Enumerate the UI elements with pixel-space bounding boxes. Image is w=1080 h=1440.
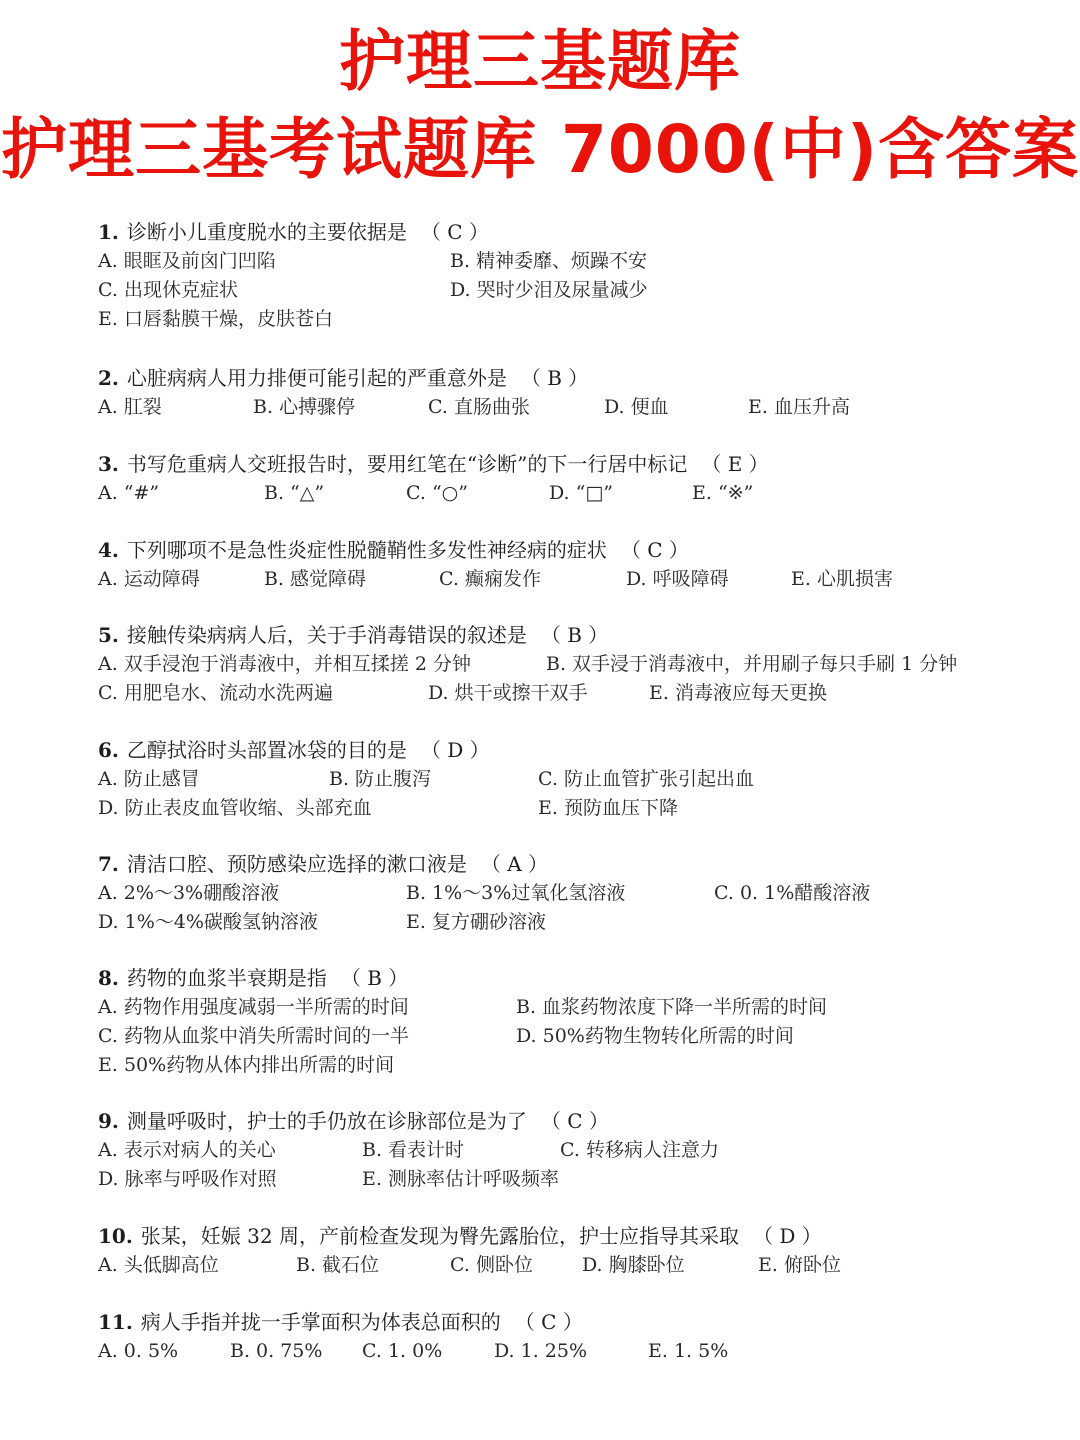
question-number: 6. bbox=[98, 738, 119, 762]
answer-key: （ C ） bbox=[514, 1310, 583, 1334]
option-b: B. 精神委靡、烦躁不安 bbox=[450, 250, 648, 272]
question-3 bbox=[98, 450, 1038, 508]
question-11 bbox=[98, 1308, 1038, 1366]
option-b: B. 血浆药物浓度下降一半所需的时间 bbox=[516, 996, 828, 1018]
answer-key: （ B ） bbox=[540, 623, 609, 647]
question-stem bbox=[98, 1308, 1038, 1337]
question-4 bbox=[98, 536, 1038, 594]
option-e: E. “※” bbox=[692, 482, 754, 504]
question-text: 张某，妊娠 32 周，产前检查发现为臀先露胎位，护士应指导其采取 bbox=[140, 1224, 739, 1248]
question-9 bbox=[98, 1107, 1038, 1194]
question-stem bbox=[98, 218, 1038, 247]
option-c: C. 防止血管扩张引起出血 bbox=[538, 768, 754, 790]
question-number: 9. bbox=[98, 1109, 119, 1133]
question-number: 1. bbox=[98, 220, 119, 244]
option-a: A. 药物作用强度减弱一半所需的时间 bbox=[98, 996, 409, 1018]
option-b: B. 心搏骤停 bbox=[253, 396, 356, 418]
option-a: A. 防止感冒 bbox=[98, 768, 200, 790]
option-row bbox=[98, 1022, 1038, 1051]
question-stem bbox=[98, 364, 1038, 393]
question-text: 心脏病病人用力排便可能引起的严重意外是 bbox=[126, 366, 507, 390]
answer-key: （ C ） bbox=[620, 538, 689, 562]
option-row bbox=[98, 565, 1038, 594]
option-e: E. 血压升高 bbox=[748, 396, 850, 418]
answer-key: （ C ） bbox=[420, 220, 489, 244]
answer-key: （ D ） bbox=[420, 738, 490, 762]
question-7 bbox=[98, 850, 1038, 937]
question-6 bbox=[98, 736, 1038, 823]
option-d: D. 防止表皮血管收缩、头部充血 bbox=[98, 797, 372, 819]
question-stem bbox=[98, 621, 1038, 650]
option-e: E. 复方硼砂溶液 bbox=[406, 911, 546, 933]
question-8 bbox=[98, 964, 1038, 1080]
option-c: C. 药物从血浆中消失所需时间的一半 bbox=[98, 1025, 409, 1047]
answer-key: （ C ） bbox=[540, 1109, 609, 1133]
question-stem bbox=[98, 850, 1038, 879]
option-c: C. 出现休克症状 bbox=[98, 279, 238, 301]
answer-key: （ B ） bbox=[340, 966, 409, 990]
option-row bbox=[98, 879, 1038, 908]
option-c: C. 0. 1%醋酸溶液 bbox=[714, 882, 871, 904]
question-stem bbox=[98, 1107, 1038, 1136]
option-d: D. 烘干或擦干双手 bbox=[428, 682, 588, 704]
question-text: 清洁口腔、预防感染应选择的漱口液是 bbox=[126, 852, 467, 876]
answer-key: （ D ） bbox=[752, 1224, 822, 1248]
option-a: A. 双手浸泡于消毒液中，并相互揉搓 2 分钟 bbox=[98, 653, 471, 675]
answer-key: （ A ） bbox=[480, 852, 549, 876]
option-d: D. 1. 25% bbox=[494, 1340, 588, 1362]
option-b: B. 截石位 bbox=[296, 1254, 380, 1276]
question-text: 测量呼吸时，护士的手仍放在诊脉部位是为了 bbox=[126, 1109, 527, 1133]
option-row bbox=[98, 479, 1038, 508]
option-row bbox=[98, 393, 1038, 422]
option-b: B. 看表计时 bbox=[362, 1139, 465, 1161]
option-c: C. 转移病人注意力 bbox=[560, 1139, 719, 1161]
question-10 bbox=[98, 1222, 1038, 1280]
option-c: C. 癫痫发作 bbox=[439, 568, 541, 590]
question-text: 诊断小儿重度脱水的主要依据是 bbox=[126, 220, 407, 244]
question-number: 4. bbox=[98, 538, 119, 562]
question-number: 7. bbox=[98, 852, 119, 876]
option-row bbox=[98, 650, 1038, 679]
answer-key: （ B ） bbox=[520, 366, 589, 390]
option-b: B. 双手浸于消毒液中，并用刷子每只手刷 1 分钟 bbox=[546, 653, 958, 675]
option-row bbox=[98, 679, 1038, 708]
question-text: 病人手指并拢一手掌面积为体表总面积的 bbox=[140, 1310, 501, 1334]
option-e: E. 测脉率估计呼吸频率 bbox=[362, 1168, 559, 1190]
option-d: D. 呼吸障碍 bbox=[626, 568, 729, 590]
question-5 bbox=[98, 621, 1038, 708]
option-a: A. 运动障碍 bbox=[98, 568, 200, 590]
question-number: 2. bbox=[98, 366, 119, 390]
option-row bbox=[98, 1337, 1038, 1366]
question-text: 乙醇拭浴时头部置冰袋的目的是 bbox=[126, 738, 407, 762]
question-stem bbox=[98, 1222, 1038, 1251]
option-row bbox=[98, 794, 1038, 823]
question-stem bbox=[98, 536, 1038, 565]
question-stem bbox=[98, 964, 1038, 993]
option-a: A. 0. 5% bbox=[98, 1340, 179, 1362]
question-number: 8. bbox=[98, 966, 119, 990]
question-text: 下列哪项不是急性炎症性脱髓鞘性多发性神经病的症状 bbox=[126, 538, 607, 562]
question-text: 书写危重病人交班报告时，要用红笔在“诊断”的下一行居中标记 bbox=[126, 452, 688, 476]
option-c: C. 用肥皂水、流动水洗两遍 bbox=[98, 682, 333, 704]
option-b: B. 防止腹泻 bbox=[329, 768, 432, 790]
option-a: A. 2%～3%硼酸溶液 bbox=[98, 882, 280, 904]
option-c: C. 侧卧位 bbox=[450, 1254, 533, 1276]
option-e: E. 俯卧位 bbox=[758, 1254, 841, 1276]
option-c: C. “○” bbox=[406, 482, 468, 504]
option-b: B. “△” bbox=[264, 482, 325, 504]
option-c: C. 1. 0% bbox=[362, 1340, 443, 1362]
title-line-1: 护理三基题库 bbox=[339, 23, 741, 100]
option-b: B. 感觉障碍 bbox=[264, 568, 367, 590]
option-row bbox=[98, 908, 1038, 937]
option-b: B. 0. 75% bbox=[230, 1340, 323, 1362]
option-row bbox=[98, 1136, 1038, 1165]
option-a: A. 头低脚高位 bbox=[98, 1254, 219, 1276]
question-number: 5. bbox=[98, 623, 119, 647]
question-number: 3. bbox=[98, 452, 119, 476]
option-b: B. 1%～3%过氧化氢溶液 bbox=[406, 882, 626, 904]
question-text: 药物的血浆半衰期是指 bbox=[126, 966, 327, 990]
option-row bbox=[98, 1051, 1038, 1080]
option-d: D. 胸膝卧位 bbox=[582, 1254, 685, 1276]
option-e: E. 预防血压下降 bbox=[538, 797, 678, 819]
question-2 bbox=[98, 364, 1038, 422]
option-e: E. 口唇黏膜干燥，皮肤苍白 bbox=[98, 308, 333, 330]
option-d: D. 脉率与呼吸作对照 bbox=[98, 1168, 277, 1190]
option-c: C. 直肠曲张 bbox=[428, 396, 530, 418]
option-a: A. 眼眶及前囟门凹陷 bbox=[98, 250, 276, 272]
title-line-2: 护理三基考试题库 7000(中)含答案 bbox=[1, 111, 1079, 188]
answer-key: （ E ） bbox=[701, 452, 769, 476]
question-1 bbox=[98, 218, 1038, 334]
option-d: D. “□” bbox=[549, 482, 614, 504]
option-a: A. 表示对病人的关心 bbox=[98, 1139, 276, 1161]
option-e: E. 50%药物从体内排出所需的时间 bbox=[98, 1054, 395, 1076]
option-e: E. 消毒液应每天更换 bbox=[649, 682, 827, 704]
option-row bbox=[98, 765, 1038, 794]
option-e: E. 1. 5% bbox=[648, 1340, 729, 1362]
option-row bbox=[98, 1165, 1038, 1194]
option-row bbox=[98, 1251, 1038, 1280]
header bbox=[0, 18, 1080, 194]
option-row bbox=[98, 247, 1038, 276]
option-row bbox=[98, 276, 1038, 305]
option-d: D. 50%药物生物转化所需的时间 bbox=[516, 1025, 794, 1047]
question-text: 接触传染病病人后，关于手消毒错误的叙述是 bbox=[126, 623, 527, 647]
option-row bbox=[98, 993, 1038, 1022]
option-d: D. 1%～4%碳酸氢钠溶液 bbox=[98, 911, 318, 933]
question-number: 10. bbox=[98, 1224, 133, 1248]
question-stem bbox=[98, 450, 1038, 479]
option-d: D. 哭时少泪及尿量减少 bbox=[450, 279, 648, 301]
question-number: 11. bbox=[98, 1310, 133, 1334]
option-row bbox=[98, 305, 1038, 334]
option-d: D. 便血 bbox=[604, 396, 669, 418]
option-e: E. 心肌损害 bbox=[791, 568, 893, 590]
question-stem bbox=[98, 736, 1038, 765]
option-a: A. “#” bbox=[98, 482, 160, 504]
option-a: A. 肛裂 bbox=[98, 396, 162, 418]
